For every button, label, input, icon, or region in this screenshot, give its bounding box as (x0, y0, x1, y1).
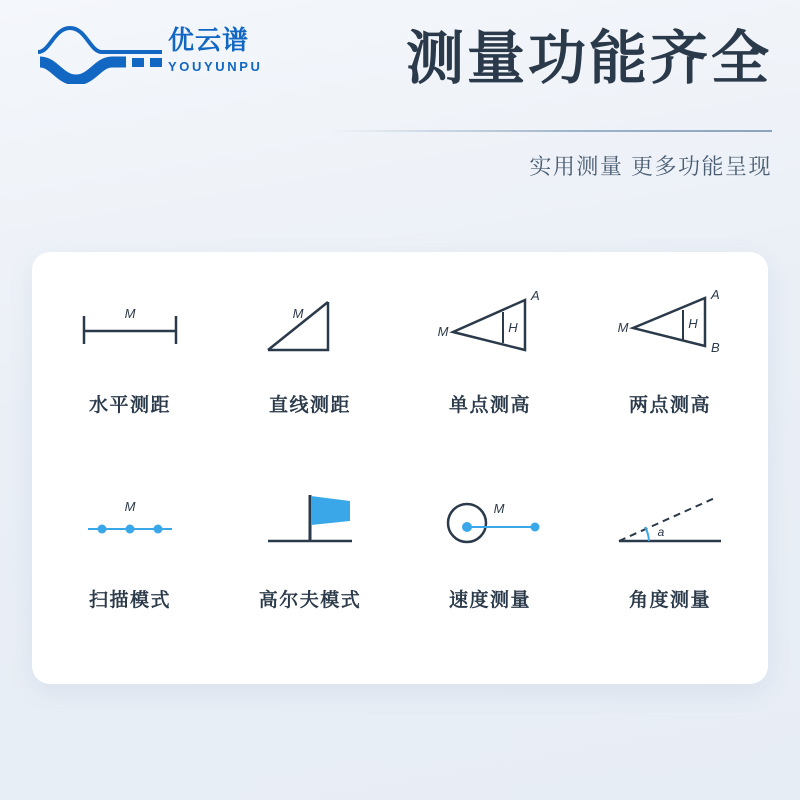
feature-item-golf-mode[interactable] (220, 463, 400, 658)
feature-item-angle-measure[interactable] (580, 463, 760, 658)
feature-label: 速度测量 (448, 590, 531, 611)
feature-label: 水平测距 (88, 395, 171, 416)
feature-item-straight-line-distance[interactable] (220, 268, 400, 463)
svg-text:M: M (493, 501, 505, 516)
scan-mode-icon (45, 463, 215, 583)
brand-name-en: YOUYUNPU (168, 58, 263, 74)
horizontal-distance-icon (45, 268, 215, 388)
two-point-height-icon (585, 268, 755, 388)
feature-item-scan-mode[interactable] (40, 463, 220, 658)
svg-text:M: M (124, 306, 136, 321)
svg-text:M: M (617, 320, 629, 335)
feature-label: 角度测量 (628, 590, 711, 611)
brand-text (168, 22, 262, 74)
feature-label: 直线测距 (268, 395, 351, 416)
header (0, 0, 800, 200)
brand-name-cn: 优云谱 (168, 25, 250, 55)
feature-item-speed-measure[interactable] (400, 463, 580, 658)
feature-item-horizontal-distance[interactable] (40, 268, 220, 463)
feature-label: 单点测高 (448, 395, 531, 416)
header-divider (330, 130, 772, 132)
feature-label: 高尔夫模式 (258, 590, 362, 611)
svg-text:a: a (657, 525, 665, 539)
single-point-height-icon (405, 268, 575, 388)
feature-grid (32, 252, 768, 684)
svg-text:A: A (531, 288, 540, 303)
svg-text:M: M (292, 306, 304, 321)
feature-item-two-point-height[interactable] (580, 268, 760, 463)
feature-label: 两点测高 (628, 395, 711, 416)
svg-text:H: H (688, 316, 698, 331)
feature-item-single-point-height[interactable] (400, 268, 580, 463)
angle-measure-icon (585, 463, 755, 583)
youyunpu-wave-logo-icon (34, 22, 166, 84)
feature-label: 扫描模式 (88, 590, 171, 611)
golf-mode-icon (225, 463, 395, 583)
page-subtitle: 实用测量 更多功能呈现 (529, 154, 772, 179)
svg-text:H: H (508, 320, 518, 335)
svg-text:M: M (124, 499, 136, 514)
svg-text:M: M (437, 324, 449, 339)
feature-card (32, 252, 768, 684)
straight-line-distance-icon (225, 268, 395, 388)
page-title: 测量功能齐全 (405, 26, 772, 91)
speed-measure-icon (405, 463, 575, 583)
svg-text:A: A (711, 288, 720, 302)
svg-text:B: B (711, 340, 720, 355)
brand-logo (34, 22, 262, 84)
